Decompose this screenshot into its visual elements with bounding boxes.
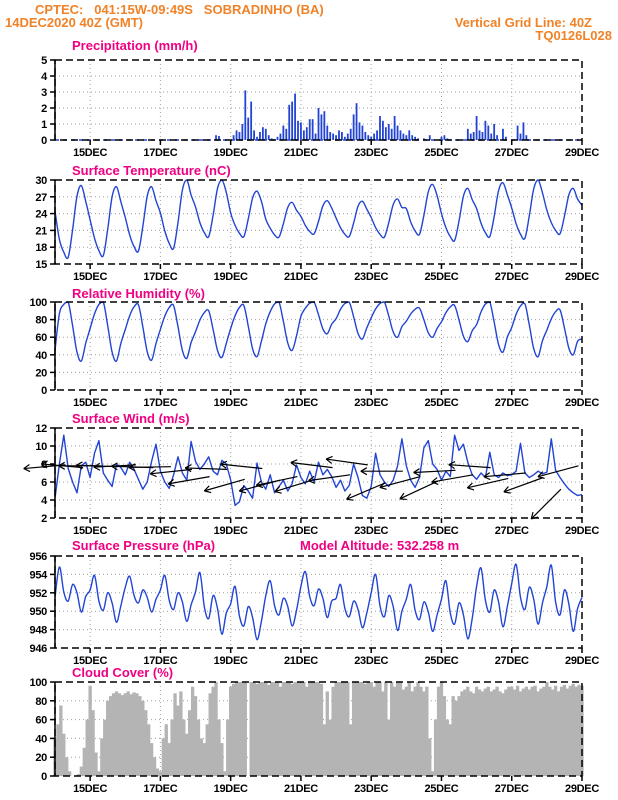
svg-text:952: 952 bbox=[29, 587, 47, 600]
surface-wind-chart bbox=[24, 423, 600, 537]
svg-text:4: 4 bbox=[41, 495, 47, 507]
svg-text:29DEC: 29DEC bbox=[565, 525, 599, 537]
svg-text:954: 954 bbox=[29, 569, 47, 582]
svg-text:19DEC: 19DEC bbox=[213, 655, 248, 667]
svg-text:25DEC: 25DEC bbox=[424, 397, 459, 409]
svg-text:29DEC: 29DEC bbox=[565, 147, 599, 159]
svg-text:956: 956 bbox=[29, 551, 47, 563]
svg-text:0: 0 bbox=[41, 135, 47, 147]
svg-text:17DEC: 17DEC bbox=[143, 525, 178, 537]
svg-text:40: 40 bbox=[35, 349, 47, 362]
svg-text:15DEC: 15DEC bbox=[73, 525, 108, 537]
svg-text:23DEC: 23DEC bbox=[354, 525, 389, 537]
svg-text:2: 2 bbox=[41, 513, 47, 525]
svg-text:80: 80 bbox=[35, 695, 47, 708]
svg-text:15DEC: 15DEC bbox=[73, 783, 108, 795]
svg-text:950: 950 bbox=[29, 606, 47, 619]
model-altitude-label: Model Altitude: 532.258 m bbox=[300, 538, 460, 553]
svg-text:19DEC: 19DEC bbox=[213, 783, 248, 795]
svg-text:2: 2 bbox=[41, 103, 47, 115]
surface-temperature-chart bbox=[35, 175, 599, 283]
svg-text:20: 20 bbox=[35, 752, 47, 765]
svg-text:27DEC: 27DEC bbox=[494, 783, 529, 795]
svg-text:100: 100 bbox=[29, 297, 47, 309]
svg-text:6: 6 bbox=[41, 477, 47, 489]
svg-text:21DEC: 21DEC bbox=[283, 397, 318, 409]
datetime-header: 14DEC2020 40Z (GMT) bbox=[5, 15, 143, 30]
station-header: CPTEC: 041:15W-09:49S SOBRADINHO (BA) bbox=[35, 2, 324, 17]
svg-text:27DEC: 27DEC bbox=[494, 271, 529, 283]
model-tag: TQ0126L028 bbox=[535, 28, 612, 43]
svg-text:60: 60 bbox=[35, 332, 47, 345]
svg-text:29DEC: 29DEC bbox=[565, 271, 599, 283]
svg-text:17DEC: 17DEC bbox=[143, 397, 178, 409]
wind-vector-arrows bbox=[24, 456, 579, 518]
svg-text:25DEC: 25DEC bbox=[424, 783, 459, 795]
svg-text:23DEC: 23DEC bbox=[354, 397, 389, 409]
svg-text:25DEC: 25DEC bbox=[424, 655, 459, 667]
svg-text:19DEC: 19DEC bbox=[213, 147, 248, 159]
svg-text:946: 946 bbox=[29, 643, 47, 655]
svg-text:20: 20 bbox=[35, 367, 47, 380]
vertical-grid-note: Vertical Grid Line: 40Z bbox=[454, 15, 592, 30]
svg-text:17DEC: 17DEC bbox=[143, 271, 178, 283]
svg-text:17DEC: 17DEC bbox=[143, 783, 178, 795]
svg-text:29DEC: 29DEC bbox=[565, 397, 599, 409]
svg-text:8: 8 bbox=[41, 459, 47, 471]
svg-text:25DEC: 25DEC bbox=[424, 271, 459, 283]
svg-text:15: 15 bbox=[35, 259, 47, 271]
svg-text:10: 10 bbox=[35, 441, 47, 453]
svg-text:0: 0 bbox=[41, 385, 47, 397]
precipitation-chart bbox=[41, 55, 599, 159]
svg-text:24: 24 bbox=[35, 208, 47, 221]
svg-text:21: 21 bbox=[35, 225, 47, 238]
cloud-cover-chart bbox=[30, 677, 600, 795]
svg-text:19DEC: 19DEC bbox=[213, 525, 248, 537]
svg-text:21DEC: 21DEC bbox=[283, 271, 318, 283]
surface-pressure-chart bbox=[30, 551, 600, 667]
svg-text:21DEC: 21DEC bbox=[283, 147, 318, 159]
svg-text:29DEC: 29DEC bbox=[565, 655, 599, 667]
svg-text:19DEC: 19DEC bbox=[213, 397, 248, 409]
svg-text:948: 948 bbox=[29, 624, 47, 637]
svg-text:60: 60 bbox=[35, 714, 47, 727]
svg-text:27: 27 bbox=[35, 191, 47, 204]
svg-text:80: 80 bbox=[35, 314, 47, 327]
svg-text:15DEC: 15DEC bbox=[73, 271, 108, 283]
svg-text:5: 5 bbox=[41, 55, 47, 67]
svg-text:27DEC: 27DEC bbox=[494, 525, 529, 537]
svg-text:23DEC: 23DEC bbox=[354, 271, 389, 283]
cloud-cover-title: Cloud Cover (%) bbox=[72, 665, 174, 680]
svg-text:23DEC: 23DEC bbox=[354, 655, 389, 667]
svg-text:21DEC: 21DEC bbox=[283, 525, 318, 537]
svg-text:25DEC: 25DEC bbox=[424, 147, 459, 159]
svg-text:29DEC: 29DEC bbox=[565, 783, 599, 795]
svg-text:27DEC: 27DEC bbox=[494, 147, 529, 159]
relative-humidity-chart bbox=[30, 297, 600, 409]
svg-text:100: 100 bbox=[29, 677, 47, 689]
svg-text:25DEC: 25DEC bbox=[424, 525, 459, 537]
svg-text:15DEC: 15DEC bbox=[73, 397, 108, 409]
svg-text:21DEC: 21DEC bbox=[283, 783, 318, 795]
svg-text:18: 18 bbox=[35, 242, 47, 255]
svg-text:15DEC: 15DEC bbox=[73, 147, 108, 159]
svg-text:23DEC: 23DEC bbox=[354, 783, 389, 795]
humidity-title: Relative Humidity (%) bbox=[72, 286, 205, 301]
svg-text:19DEC: 19DEC bbox=[213, 271, 248, 283]
svg-text:3: 3 bbox=[41, 87, 47, 99]
svg-text:17DEC: 17DEC bbox=[143, 147, 178, 159]
svg-text:15DEC: 15DEC bbox=[73, 655, 108, 667]
svg-text:1: 1 bbox=[41, 119, 47, 131]
wind-title: Surface Wind (m/s) bbox=[72, 411, 190, 426]
svg-text:0: 0 bbox=[41, 771, 47, 783]
svg-text:12: 12 bbox=[35, 423, 47, 435]
svg-text:27DEC: 27DEC bbox=[494, 655, 529, 667]
svg-text:21DEC: 21DEC bbox=[283, 655, 318, 667]
svg-text:17DEC: 17DEC bbox=[143, 655, 178, 667]
svg-text:23DEC: 23DEC bbox=[354, 147, 389, 159]
svg-text:40: 40 bbox=[35, 733, 47, 746]
svg-text:4: 4 bbox=[41, 71, 47, 83]
svg-text:30: 30 bbox=[35, 175, 47, 187]
temperature-title: Surface Temperature (nC) bbox=[72, 163, 231, 178]
pressure-title: Surface Pressure (hPa) bbox=[72, 538, 216, 553]
svg-text:27DEC: 27DEC bbox=[494, 397, 529, 409]
precipitation-title: Precipitation (mm/h) bbox=[72, 38, 198, 53]
